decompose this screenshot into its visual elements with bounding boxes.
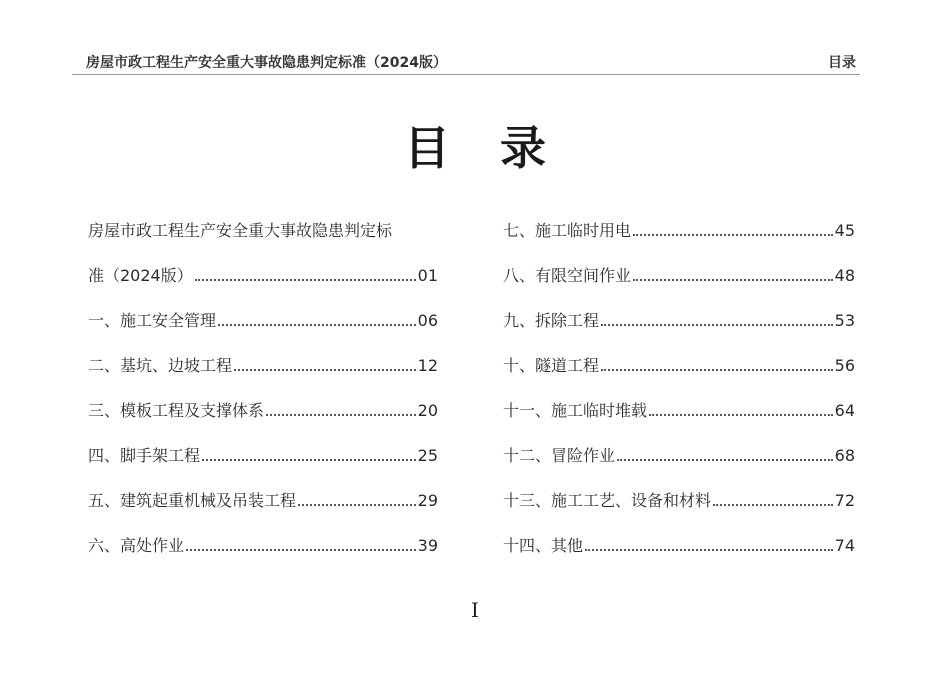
toc-dot-leader [633, 279, 833, 281]
toc-entry-page: 01 [417, 266, 438, 285]
toc-entry-lifting-machinery[interactable] [88, 466, 438, 511]
toc-entry-safety-management[interactable] [88, 286, 438, 331]
toc-dot-leader [186, 549, 416, 551]
toc-entry-tunnel[interactable] [503, 331, 855, 376]
toc-dot-leader [298, 504, 416, 506]
toc-entry-page: 48 [834, 266, 855, 285]
toc-entry-page: 53 [834, 311, 855, 330]
toc-entry-temporary-stacking[interactable] [503, 376, 855, 421]
toc-entry-label: 一、施工安全管理 [88, 311, 217, 330]
toc-dot-leader [633, 234, 833, 236]
toc-entry-confined-space[interactable] [503, 241, 855, 286]
toc-entry-label: 十一、施工临时堆载 [503, 401, 648, 420]
toc-entry-label: 五、建筑起重机械及吊装工程 [88, 491, 297, 510]
toc-entry-label: 准（2024版） [88, 266, 193, 285]
toc-entry-page: 39 [417, 536, 438, 555]
running-header-title: 房屋市政工程生产安全重大事故隐患判定标准（2024版） [86, 55, 447, 71]
toc-entry-risky-operations[interactable] [503, 421, 855, 466]
toc-entry-label: 二、基坑、边坡工程 [88, 356, 233, 375]
toc-dot-leader [266, 414, 416, 416]
toc-dot-leader [649, 414, 833, 416]
toc-right-column [503, 196, 855, 556]
toc-entry-label: 四、脚手架工程 [88, 446, 201, 465]
toc-entry-page: 45 [834, 221, 855, 240]
toc-entry-label: 十二、冒险作业 [503, 446, 616, 465]
running-header [72, 50, 860, 75]
toc-entry-demolition[interactable] [503, 286, 855, 331]
toc-entry-page: 74 [834, 536, 855, 555]
toc-entry-label: 八、有限空间作业 [503, 266, 632, 285]
toc-entry-label: 六、高处作业 [88, 536, 185, 555]
toc-dot-leader [234, 369, 416, 371]
toc-entry-title-line[interactable] [88, 196, 438, 241]
toc-dot-leader [713, 504, 833, 506]
toc-entry-formwork[interactable] [88, 376, 438, 421]
toc-entry-label: 房屋市政工程生产安全重大事故隐患判定标 [88, 221, 393, 240]
toc-dot-leader [601, 369, 833, 371]
toc-entry-page: 56 [834, 356, 855, 375]
toc-entry-label: 十三、施工工艺、设备和材料 [503, 491, 712, 510]
toc-entry-page: 72 [834, 491, 855, 510]
page-title: 目录 [404, 121, 596, 175]
toc-entry-label: 七、施工临时用电 [503, 221, 632, 240]
toc-dot-leader [218, 324, 416, 326]
toc-entry-page: 20 [417, 401, 438, 420]
toc-dot-leader [601, 324, 833, 326]
page-number: I [471, 598, 479, 622]
toc-entry-page: 06 [417, 311, 438, 330]
toc-entry-page: 64 [834, 401, 855, 420]
toc-dot-leader [202, 459, 416, 461]
toc-entry-page: 68 [834, 446, 855, 465]
toc-dot-leader [585, 549, 833, 551]
toc-dot-leader [617, 459, 833, 461]
toc-dot-leader [195, 279, 416, 281]
toc-entry-processes-equipment[interactable] [503, 466, 855, 511]
toc-entry-page: 29 [417, 491, 438, 510]
toc-entry-label: 十四、其他 [503, 536, 584, 555]
toc-entry-page: 12 [417, 356, 438, 375]
toc-entry-temporary-power[interactable] [503, 196, 855, 241]
toc-entry-label: 十、隧道工程 [503, 356, 600, 375]
running-header-section: 目录 [828, 55, 856, 71]
toc-entry-label: 三、模板工程及支撑体系 [88, 401, 265, 420]
toc-entry-page: 25 [417, 446, 438, 465]
toc-entry-foundation-pit[interactable] [88, 331, 438, 376]
toc-entry-label: 九、拆除工程 [503, 311, 600, 330]
toc-entry-other[interactable] [503, 511, 855, 556]
toc-entry-standard[interactable] [88, 241, 438, 286]
toc-entry-work-at-height[interactable] [88, 511, 438, 556]
toc-left-column [88, 196, 438, 556]
toc-entry-scaffolding[interactable] [88, 421, 438, 466]
